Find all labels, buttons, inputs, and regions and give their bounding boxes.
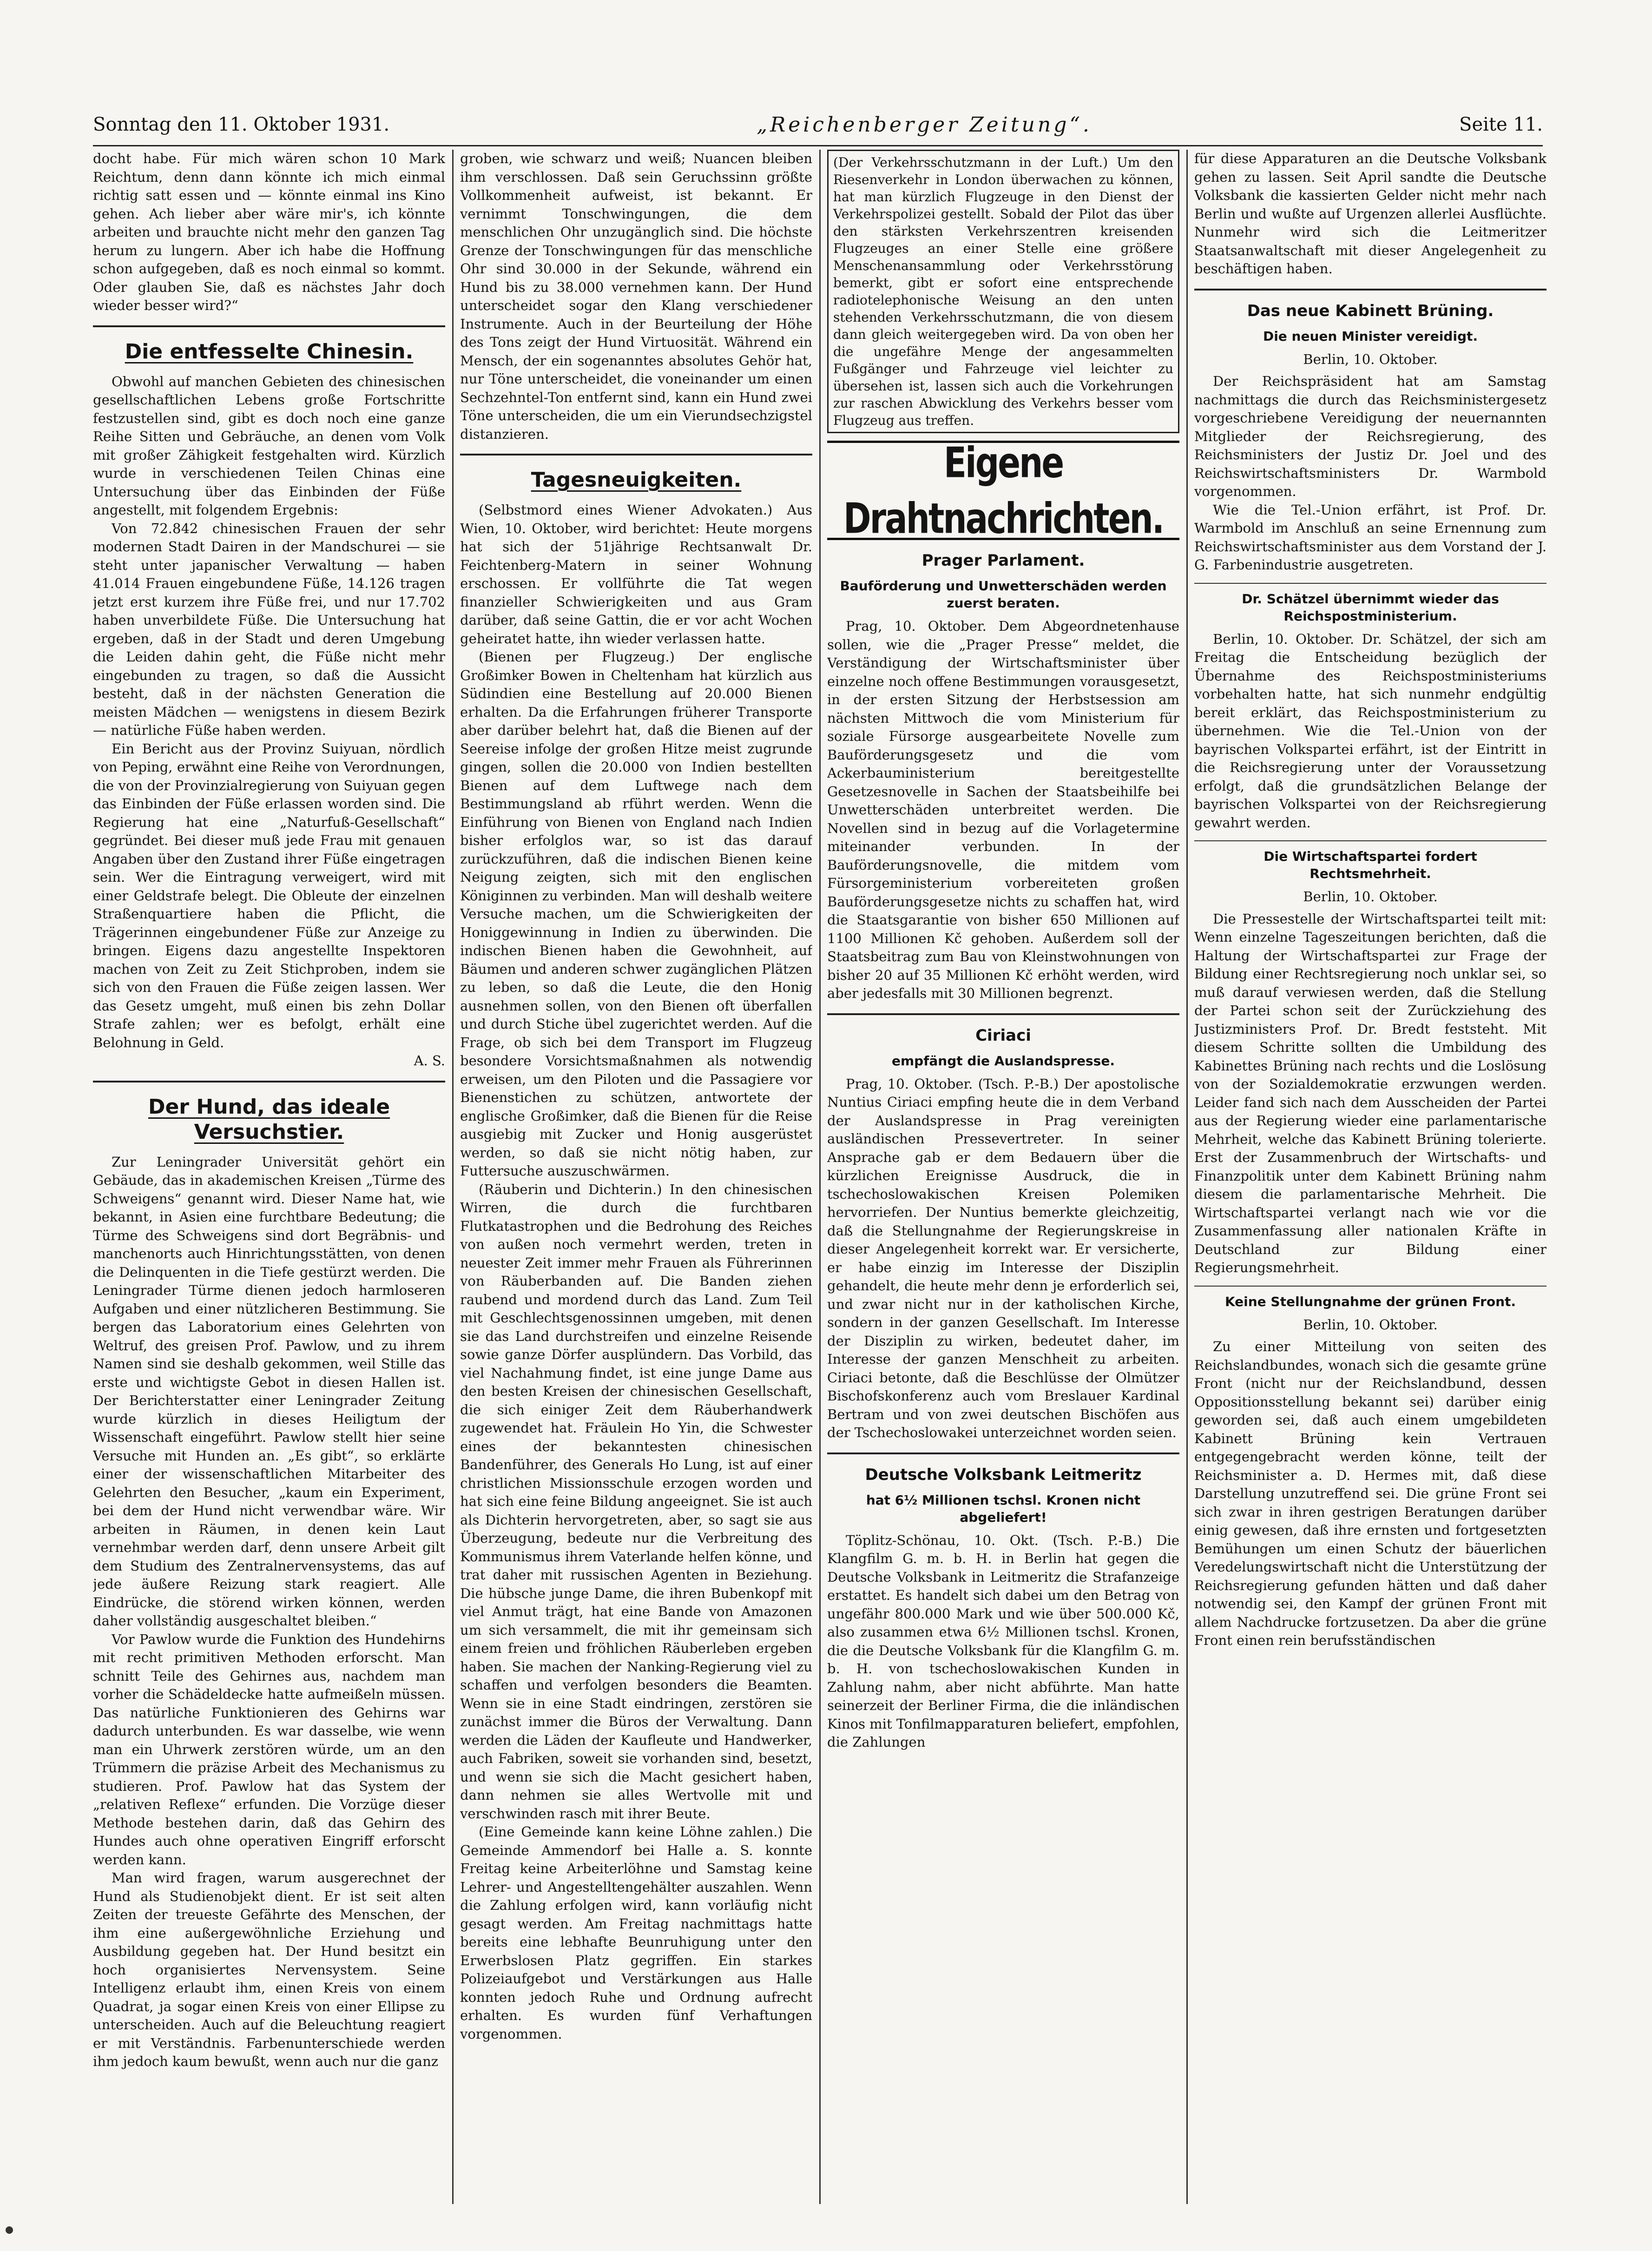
paragraph: Berlin, 10. Oktober. Dr. Schätzel, der sich am Freitag die Entscheidung bezüglich der Übernahme des Reichspostministeriums vorbehalten hatte, hat sich nunmehr endgültig bereit erklärt, das Reichspostministerium zu übernehmen. Wie die Tel.-Union von der bayrischen Volkspartei erfährt, ist der Eintritt in die Reichsregierung unter der Voraussetzung erfolgt, daß die grundsätzlichen Belange der bayrischen Volkspartei von der Reichsregierung gewahrt werden. [1194, 631, 1547, 831]
section-title: Tagesneuigkeiten. [531, 468, 742, 492]
article-title: Keine Stellungnahme der grünen Front. [1224, 1294, 1516, 1309]
columns [93, 150, 1547, 2204]
article-subtitle: Bauförderung und Unwetterschäden werden zuerst beraten. [840, 578, 1167, 611]
article-title: Die Wirtschaftspartei fordert Rechtsmehrheit. [1264, 849, 1477, 881]
paragraph: Töplitz-Schönau, 10. Okt. (Tsch. P.-B.) Die Klangfilm G. m. b. H. in Berlin hat gegen die Deutsche Volksbank in Leitmeritz die Strafanzeige erstattet. Es handelt sich dabei um den Betrag von ungefähr 800.000 Mark und wie über 500.000 Kč, also zusammen etwa 6½ Millionen tschsl. Kronen, die die Deutsche Volksbank für die Klangfilm G. m. b. H. von tschechoslowakischen Kunden in Zahlung nahm, aber nicht abführte. Man hatte seinerzeit der Berliner Firma, die die inländischen Kinos mit Tonfilmapparaturen beliefert, empfohlen, die Zahlungen [827, 1532, 1179, 1750]
article-separator [93, 1081, 445, 1083]
page-number: Seite 11. [1459, 114, 1543, 135]
paragraph: (Der Verkehrsschutzmann in der Luft.) Um den Riesenverkehr in London überwachen zu können, hat man kürzlich Flugzeuge in den Dienst der Verkehrspolizei gestellt. Sobald der Pilot das über den stärksten Verkehrszentren kreisenden Flugzeuges an einer Stelle eine größere Menschenansammlung oder Verkehrsstörung bemerkt, gibt er sofort eine entsprechende radiotelephonische Weisung an den unten stehenden Verkehrsschutzmann, die von diesem dann gleich weitergegeben wird. Da von oben her die ungefähre Menge der angesammelten Fußgänger und Fahrzeuge viel leichter zu übersehen ist, lassen sich auch die Vorkehrungen zur raschen Abwicklung des Verkehrs besser vom Flugzeug aus treffen. [833, 155, 1173, 428]
article-separator [827, 1013, 1179, 1015]
section-masthead [827, 438, 1179, 543]
paragraph: Prag, 10. Oktober. Dem Abgeordnetenhause sollen, wie die „Prager Presse“ meldet, die Verständigung der Wirtschaftsminister über einzelne noch offene Bestimmungen vorausgesetzt, in der ersten Sitzung der Herbstsession am nächsten Mittwoch die vom Ministerium für soziale Fürsorge ausgearbeitete Novelle zum Bauförderungsgesetz und die vom Ackerbauministerium bereitgestellte Gesetzesnovelle in Sachen der Staatsbeihilfe bei Unwetterschäden unterbreitet werden. Die Novellen sind in bezug auf die Vorlagetermine miteinander verbunden. In der Bauförderungsnovelle, die mitdem vom Fürsorgeministerium vorbereiteten großen Bauförderungsgesetze nichts zu schaffen hat, wird die Staatsgarantie von bisher 650 Millionen auf 1100 Millionen Kč gehoben. Außerdem soll der Staatsbeitrag zum Bau von Kleinstwohnungen von bisher 20 auf 35 Millionen Kč erhöht werden, wird aber jedesfalls mit 30 Millionen begrenzt. [827, 618, 1179, 1001]
article-separator [1194, 840, 1547, 841]
article-separator [93, 325, 445, 327]
article-continuation: für diese Apparaturen an die Deutsche Volksbank gehen zu lassen. Seit April sandte die Deutsche Volksbank die kassierten Gelder nicht mehr nach Berlin und wußte auf Urgenzen allerlei Ausflüchte. Nunmehr wird sich die Leitmeritzer Staatsanwaltschaft mit dieser Angelegenheit zu beschäftigen haben. [1194, 151, 1547, 277]
paragraph: Von 72.842 chinesischen Frauen der sehr modernen Stadt Dairen in der Mandschurei — sie steht unter japanischer Verwaltung — haben 41.014 Frauen eingebundene Füße, 14.126 tragen jetzt erst kurzem ihre Füße frei, und nur 17.702 haben unverbildete Füße. Die Untersuchung hat ergeben, daß in der Stadt und deren Umgebung die Leiden dahin geht, die Füße nicht mehr eingebunden zu tragen, so daß die Aussicht besteht, daß in der nächsten Generation die meisten Mädchen — wenigstens in diesem Bezirk — natürliche Füße haben werden. [93, 520, 445, 738]
dateline: Berlin, 10. Oktober. [1303, 1316, 1438, 1333]
paragraph: Der Reichspräsident hat am Samstag nachmittags die durch das Reichsministergesetz vorgeschriebene Vereidigung der neuernannten Mitglieder der Reichsregierung, des Reichsministers der Justiz Dr. Joel und des Reichswirtschaftsministers Dr. Warmbold vorgenommen. [1194, 373, 1547, 499]
dateline: Berlin, 10. Oktober. [1303, 889, 1438, 904]
article-title: Dr. Schätzel übernimmt wieder das Reichspostministerium. [1242, 591, 1499, 624]
issue-date: Sonntag den 11. Oktober 1931. [93, 114, 390, 135]
column-1 [93, 150, 445, 2204]
paragraph: Zur Leningrader Universität gehört ein Gebäude, das in akademischen Kreisen „Türme des Schweigens“ genannt wird. Dieser Name hat, wie bekannt, in Asien eine furchtbare Bedeutung; die Türme des Schweigens sind dort Begräbnis- und manchenorts auch Hinrichtungsstätten, von denen die Delinquenten in die Tiefe gestürzt werden. Die Leningrader Türme dienen jedoch harmloseren Aufgaben und einer nützlicheren Bestimmung. Sie bergen das Laboratorium eines Gelehrten von Weltruf, des greisen Prof. Pawlow, und zu ihrem Namen sind sie deshalb gekommen, weil Stille das erste und wichtigste Gebot in diesen Hallen ist. Der Berichterstatter einer Leningrader Zeitung wurde kürzlich in dieses Heiligtum der Wissenschaft eingeführt. Pawlow stellt hier seine Versuche mit Hunden an. „Es gibt“, so erklärte einer der wissenschaftlichen Mitarbeiter des Gelehrten den Besucher, „kaum ein Experiment, bei dem der Hund nicht verwendbar wäre. Wir arbeiten in Räumen, in denen kein Laut vernehmbar werden darf, denn unsere Arbeit gilt dem Studium des Zentralnervensystems, das auf jede äußere Reizung stark reagiert. Alle Eindrücke, die störend wirken können, werden daher vollständig ausgeschaltet bleiben.“ [93, 1154, 445, 1629]
newspaper-name: „Reichenberger Zeitung“. [757, 112, 1092, 137]
article-separator [827, 1452, 1179, 1454]
article-title: Das neue Kabinett Brüning. [1247, 301, 1494, 320]
column-2 [460, 150, 812, 2204]
news-item: (Bienen per Flugzeug.) Der englische Großimker Bowen in Cheltenham hat kürzlich aus Südindien eine Bestellung auf 20.000 Bienen erhalten. Da die Erfahrungen früherer Transporte aber darüber belehrt hat, daß die Bienen auf der Seereise infolge der großen Hitze meist zugrunde gingen, sollen die 20.000 von Indien bestellten Bienen auf dem Luftwege nach dem Bestimmungsland ab rführt werden. Wenn die Einführung von Bienen von England nach Indien bisher erfolglos war, so ist das darauf zurückzuführen, daß die indischen Bienen keine Neigung zeigten, sich mit den englischen Königinnen zu verbinden. Man will deshalb weitere Versuche machen, um die Schwierigkeiten der Honiggewinnung in Indien zu überwinden. Die indischen Bienen haben die Gewohnheit, auf Bäumen und anderen schwer zugänglichen Plätzen zu leben, so daß die Leute, die den Honig ausnehmen sollen, von den Bienen oft überfallen und durch Stiche übel zugerichtet werden. Auf die Frage, ob sich bei dem Transport im Flugzeug besondere Vorsichtsmaßnahmen als notwendig erweisen, um den Piloten und die Passagiere vor Bienenstichen zu schützen, antwortete der englische Großimker, daß die Bienen für die Reise ausgiebig mit Zucker und Honig ausgerüstet werden, so daß sie nicht nötig haben, zur Futtersuche auszuschwärmen. [460, 649, 812, 1179]
paragraph: Obwohl auf manchen Gebieten des chinesischen gesellschaftlichen Lebens große Fortschritte festzustellen sind, gibt es doch noch eine ganze Reihe Sitten und Gebräuche, an denen vom Volk mit großer Zähigkeit festgehalten wird. Kürzlich wurde in verschiedenen Teilen Chinas eine Untersuchung über das Einbinden der Füße angestellt, mit folgendem Ergebnis: [93, 373, 445, 518]
article-separator [1194, 289, 1547, 290]
article-title: Deutsche Volksbank Leitmeritz [865, 1465, 1142, 1484]
column-divider [819, 150, 821, 2204]
article-subtitle: empfängt die Auslandspresse. [892, 1053, 1115, 1069]
header-rule [93, 145, 1543, 146]
author-signature: A. S. [414, 1053, 445, 1069]
running-head [93, 106, 1543, 143]
article-separator [1194, 583, 1547, 584]
column-divider [1186, 150, 1188, 2204]
paragraph: Vor Pawlow wurde die Funktion des Hundehirns mit recht primitiven Methoden erforscht. Man schnitt Teile des Gehirnes aus, nachdem man vorher die Schädeldecke hatte aufmeißeln müssen. Das natürliche Funktionieren des Gehirns war dadurch unterbunden. Es war dasselbe, wie wenn man ein Uhrwerk zerstören würde, um an den Trümmern die präzise Arbeit des Mechanismus zu studieren. Prof. Pawlow hat das System der „relativen Reflexe“ erfunden. Die Vorzüge dieser Methode bestehen darin, daß das Gehirn des Hundes auch ohne operativen Eingriff erforscht werden kann. [93, 1631, 445, 1868]
paragraph: Ein Bericht aus der Provinz Suiyuan, nördlich von Peping, erwähnt eine Reihe von Verordnungen, die von der Provinzialregierung von Suiyuan gegen das Einbinden der Füße erlassen worden sind. Die Regierung hat eine „Naturfuß-Gesellschaft“ gegründet. Bei dieser muß jede Frau mit genauen Angaben über den Zustand ihrer Füße eingetragen sein. Wer die Eintragung verweigert, wird mit einer Geldstrafe belegt. Die Obleute der einzelnen Straßenquartiere haben die Pflicht, die Trägerinnen eingebundener Füße zur Anzeige zu bringen. Eigens dazu angestellte Inspektoren machen von Zeit zu Zeit Stichproben, indem sie sich von den Frauen die Füße zeigen lassen. Wer das Gesetz umgeht, muß einen bis zehn Dollar Strafe zahlen; wer es befolgt, erhält eine Belohnung in Geld. [93, 740, 445, 1050]
column-3 [827, 150, 1179, 2204]
paragraph: Prag, 10. Oktober. (Tsch. P.-B.) Der apostolische Nuntius Ciriaci empfing heute die in dem Verband der Auslandspresse in Prag vereinigten ausländischen Pressevertreter. In seiner Ansprache gab er dem Bedauern über die kürzlichen Ereignisse Ausdruck, die in tschechoslowakischen Kreisen Polemiken hervorriefen. Der Nuntius bemerkte gleichzeitig, daß die Stellungnahme der Regierungskreise in dieser Angelegenheit korrekt war. Er versicherte, er habe einzig im Interesse der Disziplin gehandelt, die heute mehr denn je erforderlich sei, und zwar nicht nur in der katholischen Kirche, sondern in der ganzen Gesellschaft. Im Interesse der Disziplin zu wirken, bedeutet daher, im Interesse der ganzen Menschheit zu arbeiten. Ciriaci betonte, daß die Beschlüsse der Olmützer Bischofskonferenz auch vom Breslauer Kardinal Bertram und von zwei deutschen Bischöfen aus der Tschechoslowakei unterzeichnet worden seien. [827, 1076, 1179, 1440]
boxed-news-item [827, 150, 1179, 433]
column-divider [452, 150, 454, 2204]
news-item: (Eine Gemeinde kann keine Löhne zahlen.) Die Gemeinde Ammendorf bei Halle a. S. konnte Freitag keine Arbeiterlöhne und Samstag keine Lehrer- und Angestelltengehälter auszahlen. Wenn die Zahlung erfolgen wird, kann vorläufig nicht gesagt werden. Am Freitag nachmittags hatte bereits eine lebhafte Beunruhigung unter den Erwerbslosen Platz gegriffen. Ein starkes Polizeiaufgebot und Verstärkungen aus Halle konnten jedoch Ruhe und Ordnung aufrecht erhalten. Es wurden fünf Verhaftungen vorgenommen. [460, 1824, 812, 2042]
article-subtitle: Die neuen Minister vereidigt. [1263, 328, 1478, 344]
dateline: Berlin, 10. Oktober. [1303, 351, 1438, 367]
print-bleed-dot [6, 2226, 13, 2234]
article-title: Die entfesselte Chinesin. [125, 339, 414, 363]
article-separator [460, 454, 812, 455]
paragraph: Man wird fragen, warum ausgerechnet der Hund als Studienobjekt dient. Er ist seit alten Zeiten der treueste Gefährte des Menschen, der ihm eine außergewöhnliche Erziehung und Ausbildung gegeben hat. Der Hund besitzt ein hoch organisiertes Nervensystem. Seine Intelligenz erlaubt ihm, einen Kreis von einem Quadrat, ja sogar einen Kreis von einer Ellipse zu unterscheiden. Auch auf die Beleuchtung reagiert er mit Verständnis. Farbenunterschiede werden ihm jedoch kaum bewußt, wenn auch nur die ganz [93, 1870, 445, 2069]
masthead-text: Eigene Drahtnachrichten. [843, 438, 1164, 543]
article-subtitle: hat 6½ Millionen tschsl. Kronen nicht abgeliefert! [866, 1492, 1141, 1525]
article-title: Prager Parlament. [921, 551, 1085, 570]
article-continuation: docht habe. Für mich wären schon 10 Mark Reichtum, denn dann könnte ich mich einmal richtig satt essen und — könnte einmal ins Kino gehen. Ach lieber aber wäre mir's, ich könnte arbeiten und brauchte nicht mehr den ganzen Tag herum zu lungern. Aber ich habe die Hoffnung schon aufgegeben, daß es noch einmal so kommt. Oder glauben Sie, daß es nächstes Jahr doch wieder besser wird?“ [93, 151, 445, 313]
article-separator [1194, 1286, 1547, 1287]
column-4 [1194, 150, 1547, 2204]
paragraph: Wie die Tel.-Union erfährt, ist Prof. Dr. Warmbold im Anschluß an seine Ernennung zum Reichswirtschaftsminister aus dem Vorstand der J. G. Farbenindustrie ausgetreten. [1194, 502, 1547, 573]
article-title: Der Hund, das ideale Versuchstier. [148, 1095, 390, 1144]
article-title: Ciriaci [975, 1026, 1031, 1045]
article-continuation: groben, wie schwarz und weiß; Nuancen bleiben ihm verschlossen. Daß sein Geruchssinn größte Vollkommenheit aufweist, ist bekannt. Er vernimmt Tonschwingungen, die dem menschlichen Ohr unzugänglich sind. Die höchste Grenze der Tonschwingungen für das menschliche Ohr sind 30.000 in der Sekunde, während ein Hund bis zu 38.000 vernehmen kann. Der Hund unterscheidet sogar den Klang verschiedener Instrumente. Auch in der Beurteilung der Höhe des Tons zeigt der Hund Virtuosität. Während ein Mensch, der ein sogenanntes absolutes Gehör hat, nur Töne unterscheidet, die voneinander um einen Sechzehntel-Ton entfernt sind, kann ein Hund zwei Töne unterscheiden, die um ein Vierundsechzigstel distanzieren. [460, 151, 812, 442]
paragraph: Die Pressestelle der Wirtschaftspartei teilt mit: Wenn einzelne Tageszeitungen berichten, daß die Haltung der Wirtschaftspartei zur Frage der Bildung einer Rechtsregierung noch unklar sei, so muß darauf verwiesen werden, daß die Stellung der Partei schon seit der Zurückziehung des Justizministers Prof. Dr. Bredt feststeht. Mit diesem Schritte sollten die Umbildung des Kabinettes Brüning nach rechts und die Loslösung von der Sozialdemokratie erzwungen werden. Leider fand sich nach dem Ausscheiden der Partei aus der Regierung wieder eine parlamentarische Mehrheit, welche das Kabinett Brüning tolerierte. Erst der Zusammenbruch der Wirtschafts- und Finanzpolitik unter dem Kabinett Brüning nahm diesem die parlamentarische Mehrheit. Die Wirtschaftspartei verlangt nach wie vor die Zusammenfassung aller nationalen Kräfte in Deutschland zur Bildung einer Regierungsmehrheit. [1194, 911, 1547, 1275]
news-item: (Selbstmord eines Wiener Advokaten.) Aus Wien, 10. Oktober, wird berichtet: Heute morgens hat sich der 51jährige Rechtsanwalt Dr. Feichtenberg-Matern in seiner Wohnung erschossen. Er vollführte die Tat wegen finanzieller Schwierigkeiten und aus Gram darüber, daß seine Gattin, die er vor acht Wochen geheiratet hatte, ihn wieder verlassen hatte. [460, 502, 812, 647]
news-item: (Räuberin und Dichterin.) In den chinesischen Wirren, die durch die furchtbaren Flutkatastrophen und die Bedrohung des Reiches von außen noch vermehrt werden, treten in neuester Zeit immer mehr Frauen als Führerinnen von Räuberbanden auf. Die Banden ziehen raubend und mordend durch das Land. Zum Teil mit Geschlechtsgenossinnen umgeben, mit denen sie das Land durchstreifen und einzelne Reisende sowie ganze Dörfer ausplündern. Das Vorbild, das viel Nachahmung findet, ist eine junge Dame aus den besten Kreisen der chinesischen Gesellschaft, die sich einiger Zeit dem Räuberhandwerk zugewendet hat. Fräulein Ho Yin, die Schwester eines der bekanntesten chinesischen Bandenführer, des Generals Ho Lung, ist auf einer christlichen Missionsschule erzogen worden und hat sich eine feine Bildung angeeignet. Sie ist auch als Dichterin hervorgetreten, aber, so sagt sie aus Überzeugung, bedeute nur die Verbreitung des Kommunismus ihrem Vaterlande helfen könne, und trat daher mit russischen Agenten in Beziehung. Die hübsche junge Dame, die ihren Bubenkopf mit viel Anmut trägt, hat eine Bande von Amazonen um sich versammelt, die mit ihr gemeinsam sich einem freien und fröhlichen Räuberleben ergeben haben. Sie machen der Nanking-Regierung viel zu schaffen und verfolgen besonders die Beamten. Wenn sie in eine Stadt eindringen, zerstören sie zunächst immer die Büros der Verwaltung. Dann werden die Läden der Kaufleute und Handwerker, auch Fabriken, soweit sie vorhanden sind, besetzt, und wenn sie sich die Macht gesichert haben, dann nehmen sie alles Wertvolle mit und verschwinden rasch mit ihrer Beute. [460, 1181, 812, 1822]
paragraph: Zu einer Mitteilung von seiten des Reichslandbundes, wonach sich die gesamte grüne Front (nicht nur der Reichslandbund, dessen Oppositionsstellung bekannt sei) darüber einig geworden sei, daß auch einem umgebildeten Kabinett Brüning kein Vertrauen entgegengebracht werden könne, teilt der Reichsminister a. D. Hermes mit, daß diese Darstellung unzutreffend sei. Die grüne Front sei sich zwar in ihren gestrigen Beratungen darüber einig gewesen, daß ihre ernsten und fortgesetzten Bemühungen um einen Schutz der bäuerlichen Veredelungswirtschaft nicht die Unterstützung der Reichsregierung gefunden hätten und daß daher notwendig sei, den Kampf der grünen Front mit allem Nachdrucke fortzusetzen. Da aber die grüne Front einen rein berufsständischen [1194, 1339, 1547, 1648]
